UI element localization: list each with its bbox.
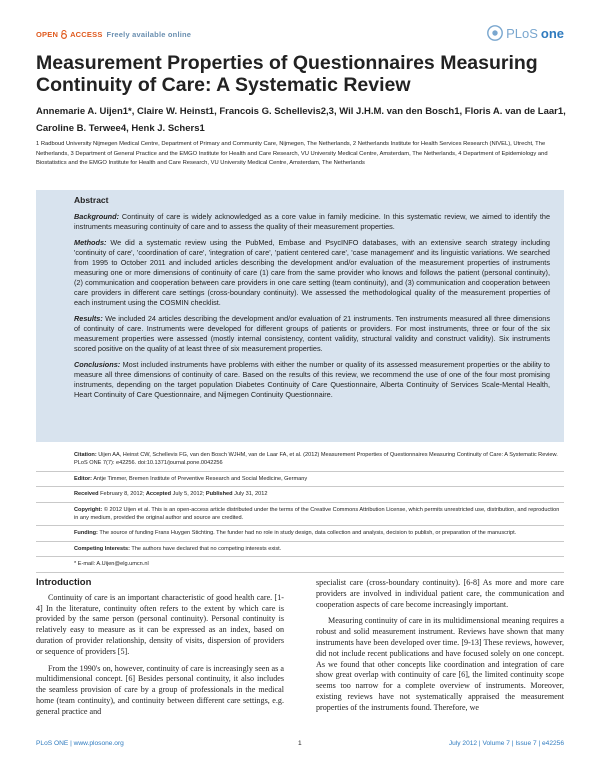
page-footer <box>36 740 564 754</box>
competing-text: The authors have declared that no competing interests exist. <box>129 545 282 552</box>
editor-text: Antje Timmer, Bremen Institute of Preventive Research and Social Medicine, Germany <box>92 475 308 482</box>
freely-available-label: Freely available online <box>106 30 192 39</box>
article-metadata <box>36 448 564 573</box>
results-label: Results: <box>74 314 103 323</box>
competing-label: Competing Interests: <box>74 545 130 552</box>
email-text[interactable]: * E-mail: A.Uijen@elg.umcn.nl <box>74 561 149 568</box>
footer-journal[interactable]: PLoS ONE | www.plosone.org <box>36 740 124 747</box>
received-label: Received <box>74 491 99 498</box>
right-column <box>316 578 564 720</box>
abstract-heading: Abstract <box>74 195 109 205</box>
published-date: July 31, 2012 <box>232 491 268 498</box>
copyright-text: © 2012 Uijen et al. This is an open-access article distributed under the terms of the Creative Commons Attribution License, which permits unrestricted use, distribution, and reproduction in any medium, provided the original author and source are credited. <box>74 506 560 522</box>
background-label: Background: <box>74 212 119 221</box>
methods-label: Methods: <box>74 238 107 247</box>
introduction-heading: Introduction <box>36 577 92 588</box>
abstract-background <box>74 212 550 232</box>
right-paragraph-2: Measuring continuity of care in its multidimensional meaning requires a robust and solid measurement instrument. Reviews have shown that many instruments have been developed over time. [9-13] These reviews, however, did not include recent publications and have focused solely on one concept. As we found that other concepts like coordination and integration of care show great overlap with continuity of care [6], the limited continuity scope seems too narrow for a complete overview of instruments. Moreover, existing reviews have not systematically appraised the measurement properties of the instruments found. Therefore, we <box>316 616 564 712</box>
dates <box>36 487 564 502</box>
results-text: We included 24 articles describing the development and/or evaluation of 21 instruments. Ten instruments measured all three dimensions of continuity of care. Instruments were developed for different groups of patients or providers. For most instruments, three or four of the six measurement properties were assessed (mostly internal consistency, content validity, structural validity and construct validity). Six instruments scored positive on the quality of at least three of six measurement properties. <box>74 314 550 353</box>
published-label: Published <box>205 491 233 498</box>
one-label: one <box>540 25 564 41</box>
copyright-label: Copyright: <box>74 506 103 513</box>
article-title: Measurement Properties of Questionnaires Measuring Continuity of Care: A Systematic Review <box>36 52 538 96</box>
funding-text: The source of funding Frans Huygen Stichting. The funder had no role in study design, data collection and analysis, decision to publish, or preparation of the manuscript. <box>97 530 517 537</box>
background-text: Continuity of care is widely acknowledged as a core value in family medicine. In this systematic review, we aimed to identify the instruments measuring continuity of care and to assess the quality of their measurement properties. <box>74 212 550 231</box>
funding-label: Funding: <box>74 530 98 537</box>
author-list: Annemarie A. Uijen1*, Claire W. Heinst1, Francois G. Schellevis2,3, Wil J.H.M. van den Bosch1, Floris A. van de Laar1, Caroline B. Terwee4, Henk J. Schers1 <box>36 106 566 134</box>
journal-header <box>36 26 564 46</box>
citation-text: Uijen AA, Heinst CW, Schellevis FG, van den Bosch WJHM, van de Laar FA, et al. (2012) Measurement Properties of Questionnaires Measuring Continuity of Care: A Systematic Review. PLoS ONE 7(7): e42256. doi:10.1371/journal.pone.0042256 <box>74 452 558 467</box>
access-label: ACCESS <box>70 30 103 39</box>
competing-interests <box>36 542 564 557</box>
footer-page-number: 1 <box>298 740 302 747</box>
email[interactable] <box>36 557 564 572</box>
plos-star-icon <box>486 24 504 42</box>
abstract-methods <box>74 238 550 308</box>
affiliations: 1 Radboud University Nijmegen Medical Centre, Department of Primary and Community Care, Nijmegen, The Netherlands, 2 Netherlands Institute for Health Services Research (NIVEL), Utrecht, The Netherlands, 3 Department of General Practice and the EMGO Institute for Health and Care Research, VU University Medical Centre, Amsterdam, The Netherlands, 4 Department of Epidemiology and Biostatistics and the EMGO Institute for Health and Care Research, VU University Medical Centre, Amsterdam, The Netherlands <box>36 141 548 167</box>
left-paragraph-1: Continuity of care is an important characteristic of good health care. [1-4] In the literature, continuity often refers to the extent by which care is provided by the same person (personal continuity). Personal continuity is relatively easy to measure as it can be expressed as an index, based on duration of provider relationship, density of visits, dispersion of providers or sequence of providers [5]. <box>36 592 284 656</box>
conclusions-label: Conclusions: <box>74 360 121 369</box>
conclusions-text: Most included instruments have problems with either the number or quality of its assessed measurement properties or the ability to measure all three dimensions of continuity of care. Based on the results of this review, we recommend the use of one of the four most promising instruments, depending on the target population Diabetes Continuity of Care Questionnaire, Alberta Continuity of Services Scale-Mental Health, Heart Continuity of Care Questionnaire, and Nijmegen Continuity Questionnaire. <box>74 360 550 399</box>
plos-label: PLoS <box>506 25 538 41</box>
abstract-body <box>74 212 550 406</box>
open-label: OPEN <box>36 30 59 39</box>
editor-label: Editor: <box>74 475 93 482</box>
accepted-label: Accepted <box>145 491 172 498</box>
received-date: February 8, 2012; <box>98 491 146 498</box>
accepted-date: July 5, 2012; <box>171 491 206 498</box>
funding <box>36 526 564 541</box>
citation <box>36 448 564 472</box>
methods-text: We did a systematic review using the PubMed, Embase and PsycINFO databases, with an extensive search strategy including 'continuity of care', 'coordination of care', 'integration of care', 'patient centered care', 'case management' and its linguistic variations. We searched from 1995 to October 2011 and included articles describing the development and/or evaluation of the measurement properties of instruments measuring one or more dimensions of continuity of care (1) care from the same provider who knows and follows the patient (personal continuity), (2) communication and cooperation between care providers in one care setting (team continuity), and (3) communication and cooperation between care providers in different care settings (cross-boundary continuity). We assessed the methodological quality of the measurement properties of each instrument using the COSMIN checklist. <box>74 238 550 307</box>
abstract-conclusions <box>74 360 550 400</box>
citation-label: Citation: <box>74 452 97 458</box>
left-paragraph-2: From the 1990's on, however, continuity of care is increasingly seen as a multidimensional concept. [6] Besides personal continuity, it also includes the seamless provision of care by a group of professionals in the medical home (team continuity), and continuity between different care settings, e.g. general practice and <box>36 663 284 716</box>
open-access-badge <box>36 30 191 39</box>
editor <box>36 472 564 487</box>
right-paragraph-1: specialist care (cross-boundary continuity). [6-8] As more and more care providers are involved in individual patient care, the communication and cooperation aspects of care become increasingly important. <box>316 578 564 609</box>
plos-one-logo <box>486 24 564 42</box>
footer-issue: July 2012 | Volume 7 | Issue 7 | e42256 <box>448 740 564 747</box>
copyright <box>36 503 564 527</box>
abstract-box <box>36 190 564 442</box>
open-lock-icon <box>60 30 68 39</box>
left-column <box>36 578 284 724</box>
abstract-results <box>74 314 550 354</box>
